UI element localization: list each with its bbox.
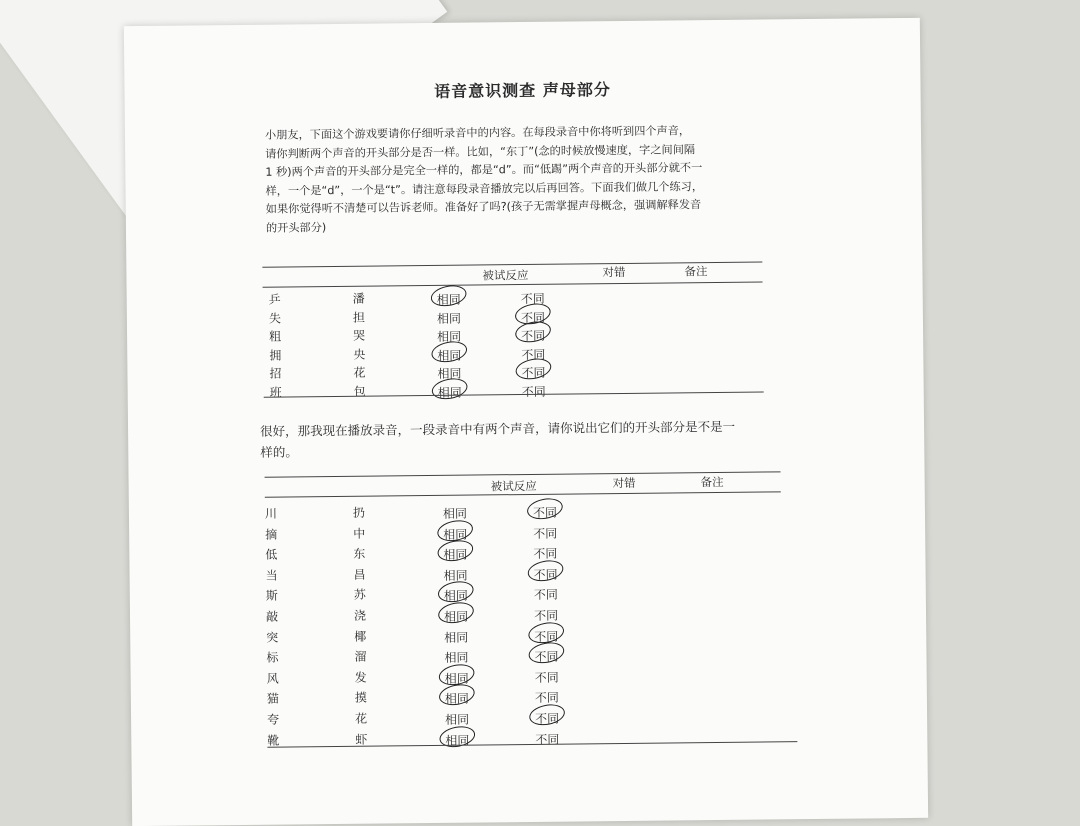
- para2-line: 样的。: [260, 444, 298, 460]
- syllable-second: 发: [354, 670, 367, 685]
- option-different: [521, 362, 545, 381]
- option-same: [445, 667, 469, 686]
- option-label: 不同: [535, 711, 560, 726]
- intro-line: 请你判断两个声音的开头部分是否一样。比如，“东丁”(念的时候放慢速度，字之间间隔: [265, 142, 696, 161]
- syllable-second: 东: [353, 546, 366, 562]
- option-label: 相同: [437, 348, 462, 363]
- intro-line: 小朋友，下面这个游戏要请你仔细听录音中的内容。在每段录音中你将听到四个声音，: [264, 124, 691, 142]
- syllable-first: 拥: [269, 348, 282, 363]
- syllable-first: 川: [264, 506, 278, 521]
- syllable-first: 风: [266, 671, 279, 686]
- option-different: [534, 646, 558, 665]
- option-same: [444, 585, 468, 604]
- option-label: 不同: [521, 328, 546, 344]
- syllable-first: 突: [266, 630, 279, 645]
- syllable-second: 溜: [354, 649, 367, 664]
- para2-line: 很好，那我现在播放录音，一段录音中有两个声音，请你说出它们的开头部分是不是一: [260, 418, 736, 439]
- option-same: [437, 344, 461, 363]
- syllable-first: 粗: [269, 329, 282, 344]
- syllable-first: 失: [268, 311, 281, 326]
- syllable-first: 夸: [267, 712, 280, 727]
- option-label: 相同: [444, 650, 469, 666]
- syllable-second: 花: [353, 366, 366, 381]
- option-label: 相同: [444, 692, 469, 707]
- syllable-first: 斯: [265, 588, 278, 604]
- option-label: 相同: [443, 609, 469, 624]
- option-same: [445, 688, 469, 707]
- option-label: 相同: [444, 671, 469, 686]
- intro-line: 1 秒)两个声音的开头部分是完全一样的，都是“d”。而“低踢”两个声音的开头部分就不一: [265, 161, 703, 179]
- option-label: 相同: [444, 630, 469, 645]
- option-label: 相同: [443, 589, 468, 604]
- table1-header-notes: 备注: [684, 264, 708, 279]
- option-same: [443, 523, 467, 542]
- table2-header-notes: 备注: [700, 474, 724, 490]
- option-same: [438, 382, 462, 401]
- syllable-second: 担: [352, 310, 365, 325]
- syllable-first: 招: [269, 366, 282, 382]
- intro-line: 如果你觉得听不清楚可以告诉老师。准备好了吗?(孩子无需掌握声母概念，强调解释发音: [265, 198, 702, 217]
- option-different: [522, 381, 546, 400]
- intro-paragraph: [265, 121, 786, 238]
- syllable-second: 浇: [353, 608, 367, 623]
- syllable-first: 摘: [265, 527, 278, 542]
- syllable-second: 苏: [353, 588, 366, 603]
- syllable-second: 中: [353, 526, 366, 541]
- option-label: 相同: [437, 329, 462, 345]
- syllable-first: 当: [265, 568, 278, 583]
- option-label: 相同: [445, 733, 470, 748]
- option-same: [444, 626, 468, 645]
- option-label: 不同: [535, 732, 560, 747]
- option-different: [534, 584, 558, 603]
- syllable-second: 潘: [352, 291, 365, 306]
- intro-line: 样，一个是“d”，一个是“t”。请注意每段录音播放完以后再回答。下面我们做几个练习，: [265, 179, 704, 198]
- table2-bottom-rule: [267, 741, 797, 748]
- option-same: [445, 709, 469, 728]
- option-different: [533, 563, 557, 582]
- option-same: [444, 606, 468, 625]
- option-label: 不同: [533, 608, 559, 623]
- option-label: 不同: [533, 526, 558, 541]
- option-different: [535, 687, 559, 706]
- syllable-second: 扔: [352, 505, 366, 520]
- option-different: [534, 605, 558, 624]
- syllable-first: 低: [265, 547, 278, 562]
- syllable-second: 虾: [355, 732, 368, 747]
- page-title: 语音意识测查 声母部分: [434, 80, 611, 101]
- option-different: [535, 666, 559, 685]
- syllable-second: 椰: [354, 629, 367, 644]
- option-same: [437, 363, 461, 382]
- option-label: 不同: [534, 649, 559, 665]
- table2-header-correct: 对错: [612, 475, 636, 491]
- syllable-second: 包: [353, 384, 366, 399]
- option-different: [533, 502, 557, 521]
- option-label: 不同: [533, 546, 558, 562]
- option-same: [437, 307, 461, 326]
- syllable-first: 敲: [265, 609, 279, 624]
- table1-header-response: 被试反应: [482, 267, 529, 283]
- option-different: [521, 306, 545, 325]
- option-same: [437, 326, 461, 345]
- option-label: 不同: [520, 291, 545, 307]
- option-different: [533, 522, 557, 541]
- option-label: 相同: [442, 506, 468, 521]
- option-label: 不同: [534, 691, 559, 706]
- option-label: 相同: [437, 385, 462, 400]
- option-label: 不同: [521, 347, 546, 362]
- syllable-first: 班: [269, 385, 282, 400]
- table2-header-response: 被试反应: [490, 478, 537, 494]
- option-different: [521, 325, 545, 344]
- option-label: 不同: [533, 588, 558, 603]
- syllable-second: 摸: [354, 691, 367, 706]
- syllable-second: 哭: [353, 328, 366, 343]
- syllable-second: 花: [355, 711, 368, 726]
- document-page: [124, 18, 928, 826]
- syllable-first: 猫: [266, 691, 279, 707]
- option-same: [443, 564, 467, 583]
- option-different: [521, 344, 545, 363]
- syllable-first: 靴: [267, 733, 280, 748]
- table1-header-correct: 对错: [602, 264, 626, 280]
- option-different: [521, 288, 545, 307]
- option-label: 不同: [532, 505, 558, 520]
- table1-bottom-rule: [264, 392, 764, 398]
- option-label: 不同: [521, 384, 546, 400]
- option-same: [443, 503, 467, 522]
- option-label: 不同: [534, 629, 559, 644]
- option-different: [533, 543, 557, 562]
- option-label: 相同: [443, 568, 468, 583]
- option-different: [534, 625, 558, 644]
- option-label: 相同: [437, 367, 462, 382]
- option-label: 不同: [534, 670, 559, 685]
- option-label: 相同: [443, 547, 468, 563]
- option-label: 相同: [436, 292, 461, 307]
- option-label: 相同: [436, 311, 461, 326]
- syllable-second: 昌: [353, 567, 366, 582]
- option-same: [444, 647, 468, 666]
- syllable-first: 标: [266, 650, 279, 665]
- second-paragraph: [260, 415, 800, 463]
- option-same: [443, 544, 467, 563]
- option-label: 不同: [520, 310, 545, 325]
- option-label: 相同: [443, 527, 468, 542]
- option-label: 不同: [521, 366, 546, 381]
- option-different: [535, 708, 559, 727]
- option-label: 不同: [533, 567, 558, 582]
- intro-line: 的开头部分): [265, 221, 327, 235]
- option-same: [437, 289, 461, 308]
- option-label: 相同: [445, 712, 470, 727]
- syllable-first: 乒: [268, 292, 281, 307]
- syllable-second: 央: [353, 347, 366, 362]
